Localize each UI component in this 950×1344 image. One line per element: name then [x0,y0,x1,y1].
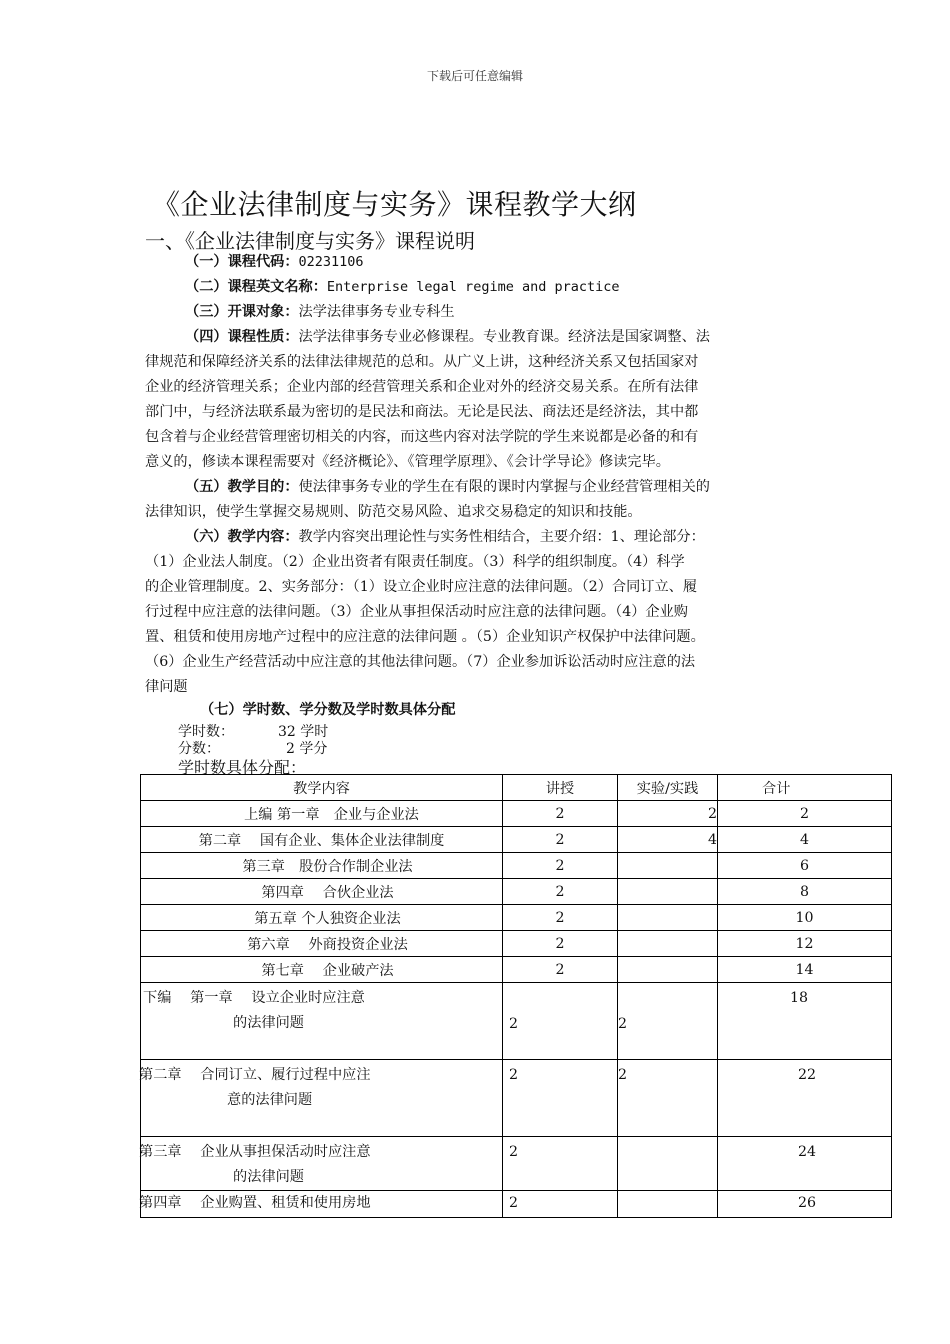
nature-line-5: 包含着与企业经营管理密切相关的内容，而这些内容对法学院的学生来说都是必备的和有 [145,429,699,445]
content-line-2: （1）企业法人制度。（2）企业出资者有限责任制度。（3）科学的组织制度。（4）科学 [145,554,685,570]
row-content-line1: 第四章 企业购置、租赁和使用房地 [139,1195,371,1211]
row-lab [618,1191,718,1218]
row-lecture: 2 [503,853,618,879]
row-lab [618,931,718,957]
course-code-value: 02231106 [298,254,364,270]
table-header-row [141,775,892,801]
purpose-line-1 [185,475,710,500]
table-row [141,1137,892,1191]
credits-value: 2 学分 [286,741,328,757]
row-lecture-value: 2 [509,1195,519,1211]
row-lecture-value: 2 [509,1016,519,1032]
row-total-value: 22 [798,1067,817,1083]
row-content [141,1060,503,1137]
table-row [141,983,892,1060]
row-lecture: 2 [503,931,618,957]
english-name-label: （二）课程英文名称： [185,279,327,295]
row-content-line2: 的法律问题 [233,1015,304,1031]
nature-label: （四）课程性质： [185,329,299,345]
row-lab [618,879,718,905]
row-content: 第二章 国有企业、集体企业法律制度 [141,827,503,853]
row-lab [618,957,718,983]
row-content [141,983,503,1060]
hours-label: 学时数： [178,724,234,740]
row-lab-value [618,1137,717,1140]
row-content-line1: 第三章 企业从事担保活动时应注意 [139,1144,371,1160]
nature-text: 法学法律事务专业必修课程。专业教育课。经济法是国家调整、法 [298,329,710,345]
nature-line-4: 部门中，与经济法联系最为密切的是民法和商法。无论是民法、商法还是经济法，其中都 [145,404,699,420]
row-total: 12 [718,931,892,957]
row-lab-value: 2 [618,1067,628,1083]
row-content: 第四章 合伙企业法 [141,879,503,905]
table-row [141,957,892,983]
table-row [141,827,892,853]
row-lecture: 2 [503,905,618,931]
table-row [141,931,892,957]
english-name-value: Enterprise legal regime and practice [326,279,620,295]
row-lab: 2 [618,801,718,827]
content-line-4: 行过程中应注意的法律问题。（3）企业从事担保活动时应注意的法律问题。（4）企业购 [145,604,688,620]
purpose-label: （五）教学目的： [185,479,299,495]
header-lecture: 讲授 [503,775,618,801]
row-total [718,1060,892,1137]
row-total: 6 [718,853,892,879]
distribution-label: 学时数具体分配： [178,758,307,777]
row-content-line2: 的法律问题 [233,1169,304,1185]
row-lab [618,1137,718,1191]
content-line-6: （6）企业生产经营活动中应注意的其他法律问题。（7）企业参加诉讼活动时应注意的法 [145,654,696,670]
course-code-label: （一）课程代码： [185,254,299,270]
row-lecture-value: 2 [509,1067,519,1083]
hours-table [140,774,892,1218]
content-line-5: 置、租赁和使用房地产过程中的应注意的法律问题 。（5）企业知识产权保护中法律问题。 [145,629,705,645]
row-lecture: 2 [503,827,618,853]
purpose-line-2: 法律知识，使学生掌握交易规则、防范交易风险、追求交易稳定的知识和技能。 [145,504,642,520]
row-lecture: 2 [503,957,618,983]
row-total [718,1137,892,1191]
row-content: 第五章 个人独资企业法 [141,905,503,931]
header-content: 教学内容 [141,775,503,801]
row-lab: 4 [618,827,718,853]
row-content: 第三章 股份合作制企业法 [141,853,503,879]
row-total: 14 [718,957,892,983]
table-row [141,905,892,931]
target-line [185,300,455,325]
row-content-line1: 下编 第一章 设立企业时应注意 [143,990,365,1006]
nature-line-1 [185,325,710,350]
row-lab [618,853,718,879]
credits-label: 分数： [178,741,220,757]
row-total-value: 24 [798,1144,817,1160]
section-heading: 一、《企业法律制度与实务》课程说明 [145,229,475,253]
table-row [141,879,892,905]
nature-line-6: 意义的，修读本课程需要对《经济概论》、《管理学原理》、《会计学导论》修读完毕。 [145,454,670,470]
row-total: 10 [718,905,892,931]
hours-value: 32 学时 [278,724,329,740]
table-row [141,801,892,827]
row-total: 2 [718,801,892,827]
row-lecture [503,1191,618,1218]
row-content-line2: 意的法律问题 [227,1092,313,1108]
nature-line-3: 企业的经济管理关系；企业内部的经营管理关系和企业对外的经济交易关系。在所有法律 [145,379,699,395]
target-label: （三）开课对象： [185,304,299,320]
row-lab [618,905,718,931]
document-title: 《企业法律制度与实务》课程教学大纲 [152,188,637,221]
page-header: 下载后可任意编辑 [426,69,523,83]
row-content [141,1191,503,1218]
course-code-line [185,250,364,275]
row-lab [618,1060,718,1137]
row-lecture: 2 [503,801,618,827]
target-value: 法学法律事务专业专科生 [298,304,455,320]
content-line-3: 的企业管理制度。2、实务部分：（1）设立企业时应注意的法律问题。（2）合同订立、履 [145,579,698,595]
row-lecture [503,1060,618,1137]
nature-line-2: 律规范和保障经济关系的法律法律规范的总和。从广义上讲，这种经济关系又包括国家对 [145,354,699,370]
content-line-7: 律问题 [145,679,188,695]
row-total: 4 [718,827,892,853]
row-total [718,1191,892,1218]
row-lecture-value: 2 [509,1144,519,1160]
row-content [141,1137,503,1191]
content-text: 教学内容突出理论性与实务性相结合，主要介绍：1、理论部分： [298,529,705,545]
row-lab-value: 2 [618,1016,628,1032]
row-total-value: 18 [790,990,809,1006]
english-name-line [185,275,620,300]
row-content-line1: 第二章 合同订立、履行过程中应注 [139,1067,371,1083]
row-total-value: 26 [798,1195,817,1211]
row-lecture [503,1137,618,1191]
table-row [141,853,892,879]
table-row [141,1060,892,1137]
header-total: 合计 [718,775,892,801]
row-lecture: 2 [503,879,618,905]
content-label: （六）教学内容： [185,529,299,545]
row-content: 第六章 外商投资企业法 [141,931,503,957]
content-line-1 [185,525,705,550]
row-total [718,983,892,1060]
row-content: 上编 第一章 企业与企业法 [141,801,503,827]
row-total: 8 [718,879,892,905]
purpose-text: 使法律事务专业的学生在有限的课时内掌握与企业经营管理相关的 [298,479,710,495]
row-lecture [503,983,618,1060]
row-lab [618,983,718,1060]
row-content: 第七章 企业破产法 [141,957,503,983]
header-lab: 实验/实践 [618,775,718,801]
table-row [141,1191,892,1218]
hours-heading: （七）学时数、学分数及学时数具体分配 [200,702,456,718]
